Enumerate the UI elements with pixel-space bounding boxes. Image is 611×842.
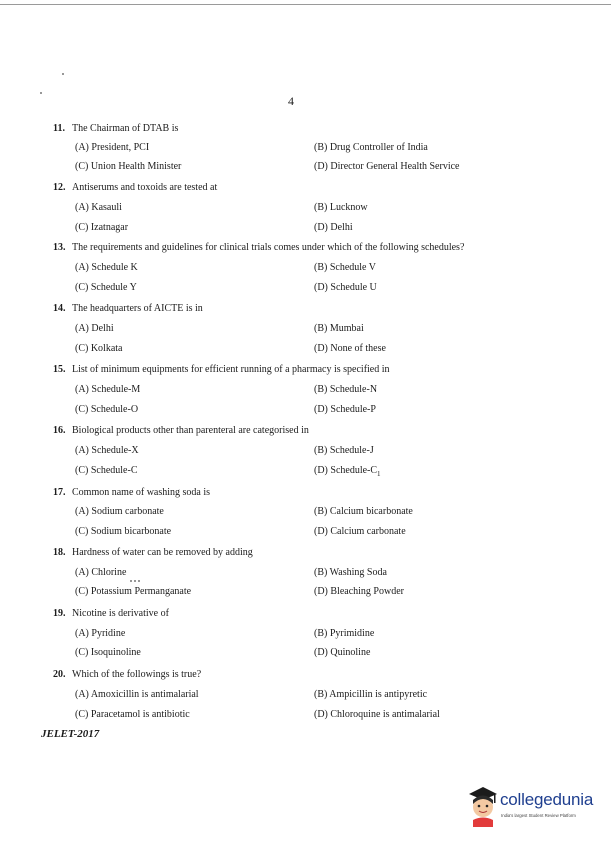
option-d-text: (D) Schedule-C [314,465,378,476]
question-13 [53,242,553,253]
question-number: 16. [53,425,66,436]
option-c: (C) Union Health Minister [75,161,182,172]
option-a: (A) Sodium carbonate [75,506,164,517]
option-a: (A) Schedule-M [75,384,141,395]
option-c: (C) Schedule-O [75,404,139,415]
option-b: (B) Mumbai [314,323,364,334]
question-number: 19. [53,608,66,619]
question-text: The Chairman of DTAB is [72,123,179,134]
scan-speck [130,580,132,582]
option-a: (A) Delhi [75,323,114,334]
option-d-subscript: 1 [377,470,381,478]
option-d: (D) Quinoline [314,647,371,658]
brand-tagline: India's largest Student Review Platform [501,813,576,818]
page-number: 4 [288,94,294,108]
option-d: (D) Schedule-P [314,404,376,415]
option-c: (C) Potassium Permanganate [75,586,192,597]
scan-speck [134,580,136,582]
option-a: (A) President, PCI [75,142,150,153]
question-number: 13. [53,242,66,253]
option-d: (D) Chloroquine is antimalarial [314,709,440,720]
option-c: (C) Sodium bicarbonate [75,526,172,537]
option-b: (B) Lucknow [314,202,368,213]
option-b: (B) Ampicillin is antipyretic [314,689,428,700]
exam-footer: JELET-2017 [41,728,100,740]
option-b: (B) Calcium bicarbonate [314,506,413,517]
option-a: (A) Pyridine [75,628,126,639]
brand-name: collegedunia [500,790,594,809]
top-rule [0,4,611,5]
option-b: (B) Washing Soda [314,567,387,578]
option-c: (C) Paracetamol is antibiotic [75,709,190,720]
option-b: (B) Schedule-N [314,384,378,395]
question-text: Which of the followings is true? [72,669,202,680]
question-number: 11. [53,123,65,134]
option-d: (D) Calcium carbonate [314,526,406,537]
option-b: (B) Schedule V [314,262,377,273]
option-d: (D) Director General Health Service [314,161,460,172]
option-d: (D) Bleaching Powder [314,586,404,597]
question-number: 18. [53,547,66,558]
question-number: 17. [53,487,66,498]
question-text: The requirements and guidelines for clinical trials comes under which of the following schedules? [72,242,465,253]
option-a: (A) Amoxicillin is antimalarial [75,689,199,700]
question-text: Biological products other than parenteral are categorised in [72,425,309,436]
option-d: (D) Schedule U [314,282,377,293]
option-d: (D) Delhi [314,222,353,233]
question-14 [53,303,553,314]
question-19 [53,608,553,619]
question-text: Antiserums and toxoids are tested at [72,182,218,193]
graduate-mascot-icon [465,780,501,828]
option-a: (A) Schedule-X [75,445,139,456]
question-12 [53,182,553,193]
question-text: Nicotine is derivative of [72,608,169,619]
scan-speck [40,92,42,94]
question-11 [53,123,553,134]
question-16 [53,425,553,436]
option-a: (A) Chlorine [75,567,127,578]
scan-speck [138,580,140,582]
question-18 [53,547,553,558]
question-17 [53,487,553,498]
option-b: (B) Schedule-J [314,445,374,456]
question-text: List of minimum equipments for efficient running of a pharmacy is specified in [72,364,390,375]
question-15 [53,364,553,375]
option-d [314,465,381,478]
option-c: (C) Schedule Y [75,282,137,293]
question-number: 12. [53,182,66,193]
question-20 [53,669,553,680]
option-d: (D) None of these [314,343,386,354]
question-number: 20. [53,669,66,680]
option-c: (C) Schedule-C [75,465,138,476]
option-a: (A) Kasauli [75,202,122,213]
question-text: Common name of washing soda is [72,487,211,498]
option-b: (B) Drug Controller of India [314,142,428,153]
question-number: 15. [53,364,66,375]
question-text: Hardness of water can be removed by adding [72,547,253,558]
option-a: (A) Schedule K [75,262,138,273]
collegedunia-logo[interactable] [465,780,605,830]
option-c: (C) Isoquinoline [75,647,141,658]
question-number: 14. [53,303,66,314]
option-b: (B) Pyrimidine [314,628,375,639]
option-c: (C) Izatnagar [75,222,129,233]
option-c: (C) Kolkata [75,343,123,354]
question-text: The headquarters of AICTE is in [72,303,203,314]
scan-speck [62,73,64,75]
